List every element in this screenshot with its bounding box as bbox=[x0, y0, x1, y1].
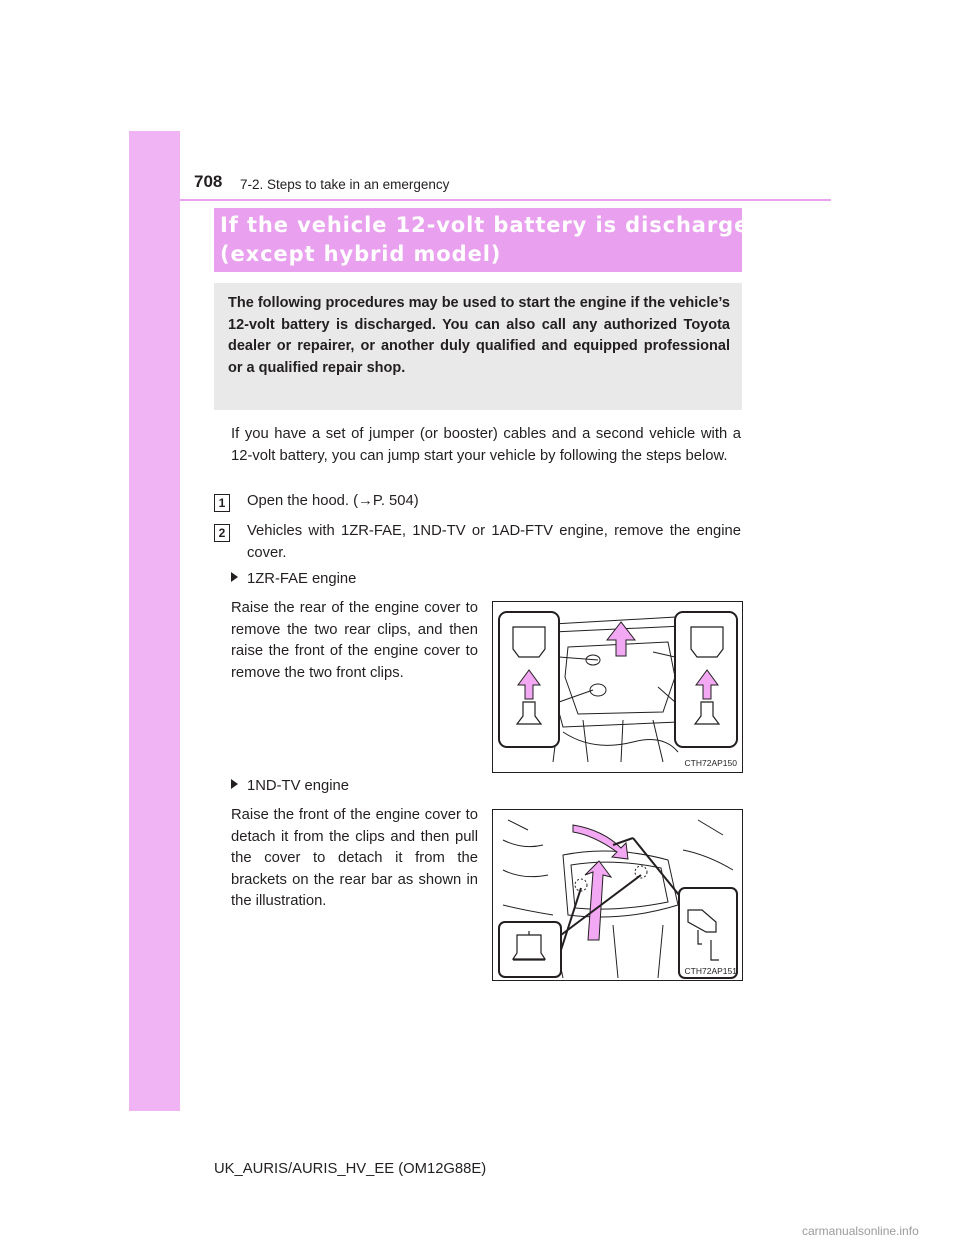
watermark: carmanualsonline.info bbox=[802, 1224, 919, 1238]
bullet-triangle-icon bbox=[231, 572, 238, 582]
header-divider bbox=[180, 199, 831, 201]
figure-1nd-engine-cover bbox=[492, 809, 743, 981]
step-2-text: Vehicles with 1ZR-FAE, 1ND-TV or 1AD-FTV engine, remove the engine cover. bbox=[247, 523, 741, 561]
title-line-1: If the vehicle 12-volt battery is discharged bbox=[220, 213, 766, 237]
section-heading: 7-2. Steps to take in an emergency bbox=[240, 177, 450, 192]
step-number-1: 1 bbox=[214, 494, 230, 512]
engine-1nd-instructions: Raise the front of the engine cover to detach it from the clips and then pull the cover to detach it from the brackets on the rear bar as shown in the illustration. bbox=[231, 807, 478, 909]
engine-1zr-instructions: Raise the rear of the engine cover to remove the two rear clips, and then raise the front of the engine cover to remove the two front clips. bbox=[231, 600, 478, 681]
chapter-sidebar-tab bbox=[129, 131, 180, 1111]
bullet-triangle-icon bbox=[231, 779, 238, 789]
page-title bbox=[214, 208, 766, 272]
figure-code-1: CTH72AP150 bbox=[684, 758, 737, 768]
engine-cover-illustration-2 bbox=[493, 810, 742, 980]
page-number: 708 bbox=[194, 172, 223, 191]
engine-bullet-1zr bbox=[231, 571, 356, 587]
intro-text: The following procedures may be used to start the engine if the vehicle’s 12-volt battery is discharged. You can also call any authorized Toyota dealer or repairer, or another duly qualified and equipped professional or a qualified repair shop. bbox=[228, 295, 730, 376]
body-paragraph: If you have a set of jumper (or booster) cables and a second vehicle with a 12-volt battery, you can jump start your vehicle by following the steps below. bbox=[231, 426, 741, 464]
title-line-2: (except hybrid model) bbox=[220, 242, 502, 266]
engine-name-1zr: 1ZR-FAE engine bbox=[247, 571, 357, 587]
step-number-2: 2 bbox=[214, 524, 230, 542]
figure-1zr-engine-cover bbox=[492, 601, 743, 773]
footer-model-code: UK_AURIS/AURIS_HV_EE (OM12G88E) bbox=[214, 1161, 487, 1177]
figure-code-2: CTH72AP151 bbox=[684, 966, 737, 976]
step-1-text: Open the hood. (→P. 504) bbox=[247, 493, 419, 509]
engine-cover-illustration-1 bbox=[493, 602, 742, 772]
intro-box bbox=[214, 283, 742, 410]
engine-bullet-1nd bbox=[231, 778, 349, 794]
engine-name-1nd: 1ND-TV engine bbox=[247, 778, 349, 794]
